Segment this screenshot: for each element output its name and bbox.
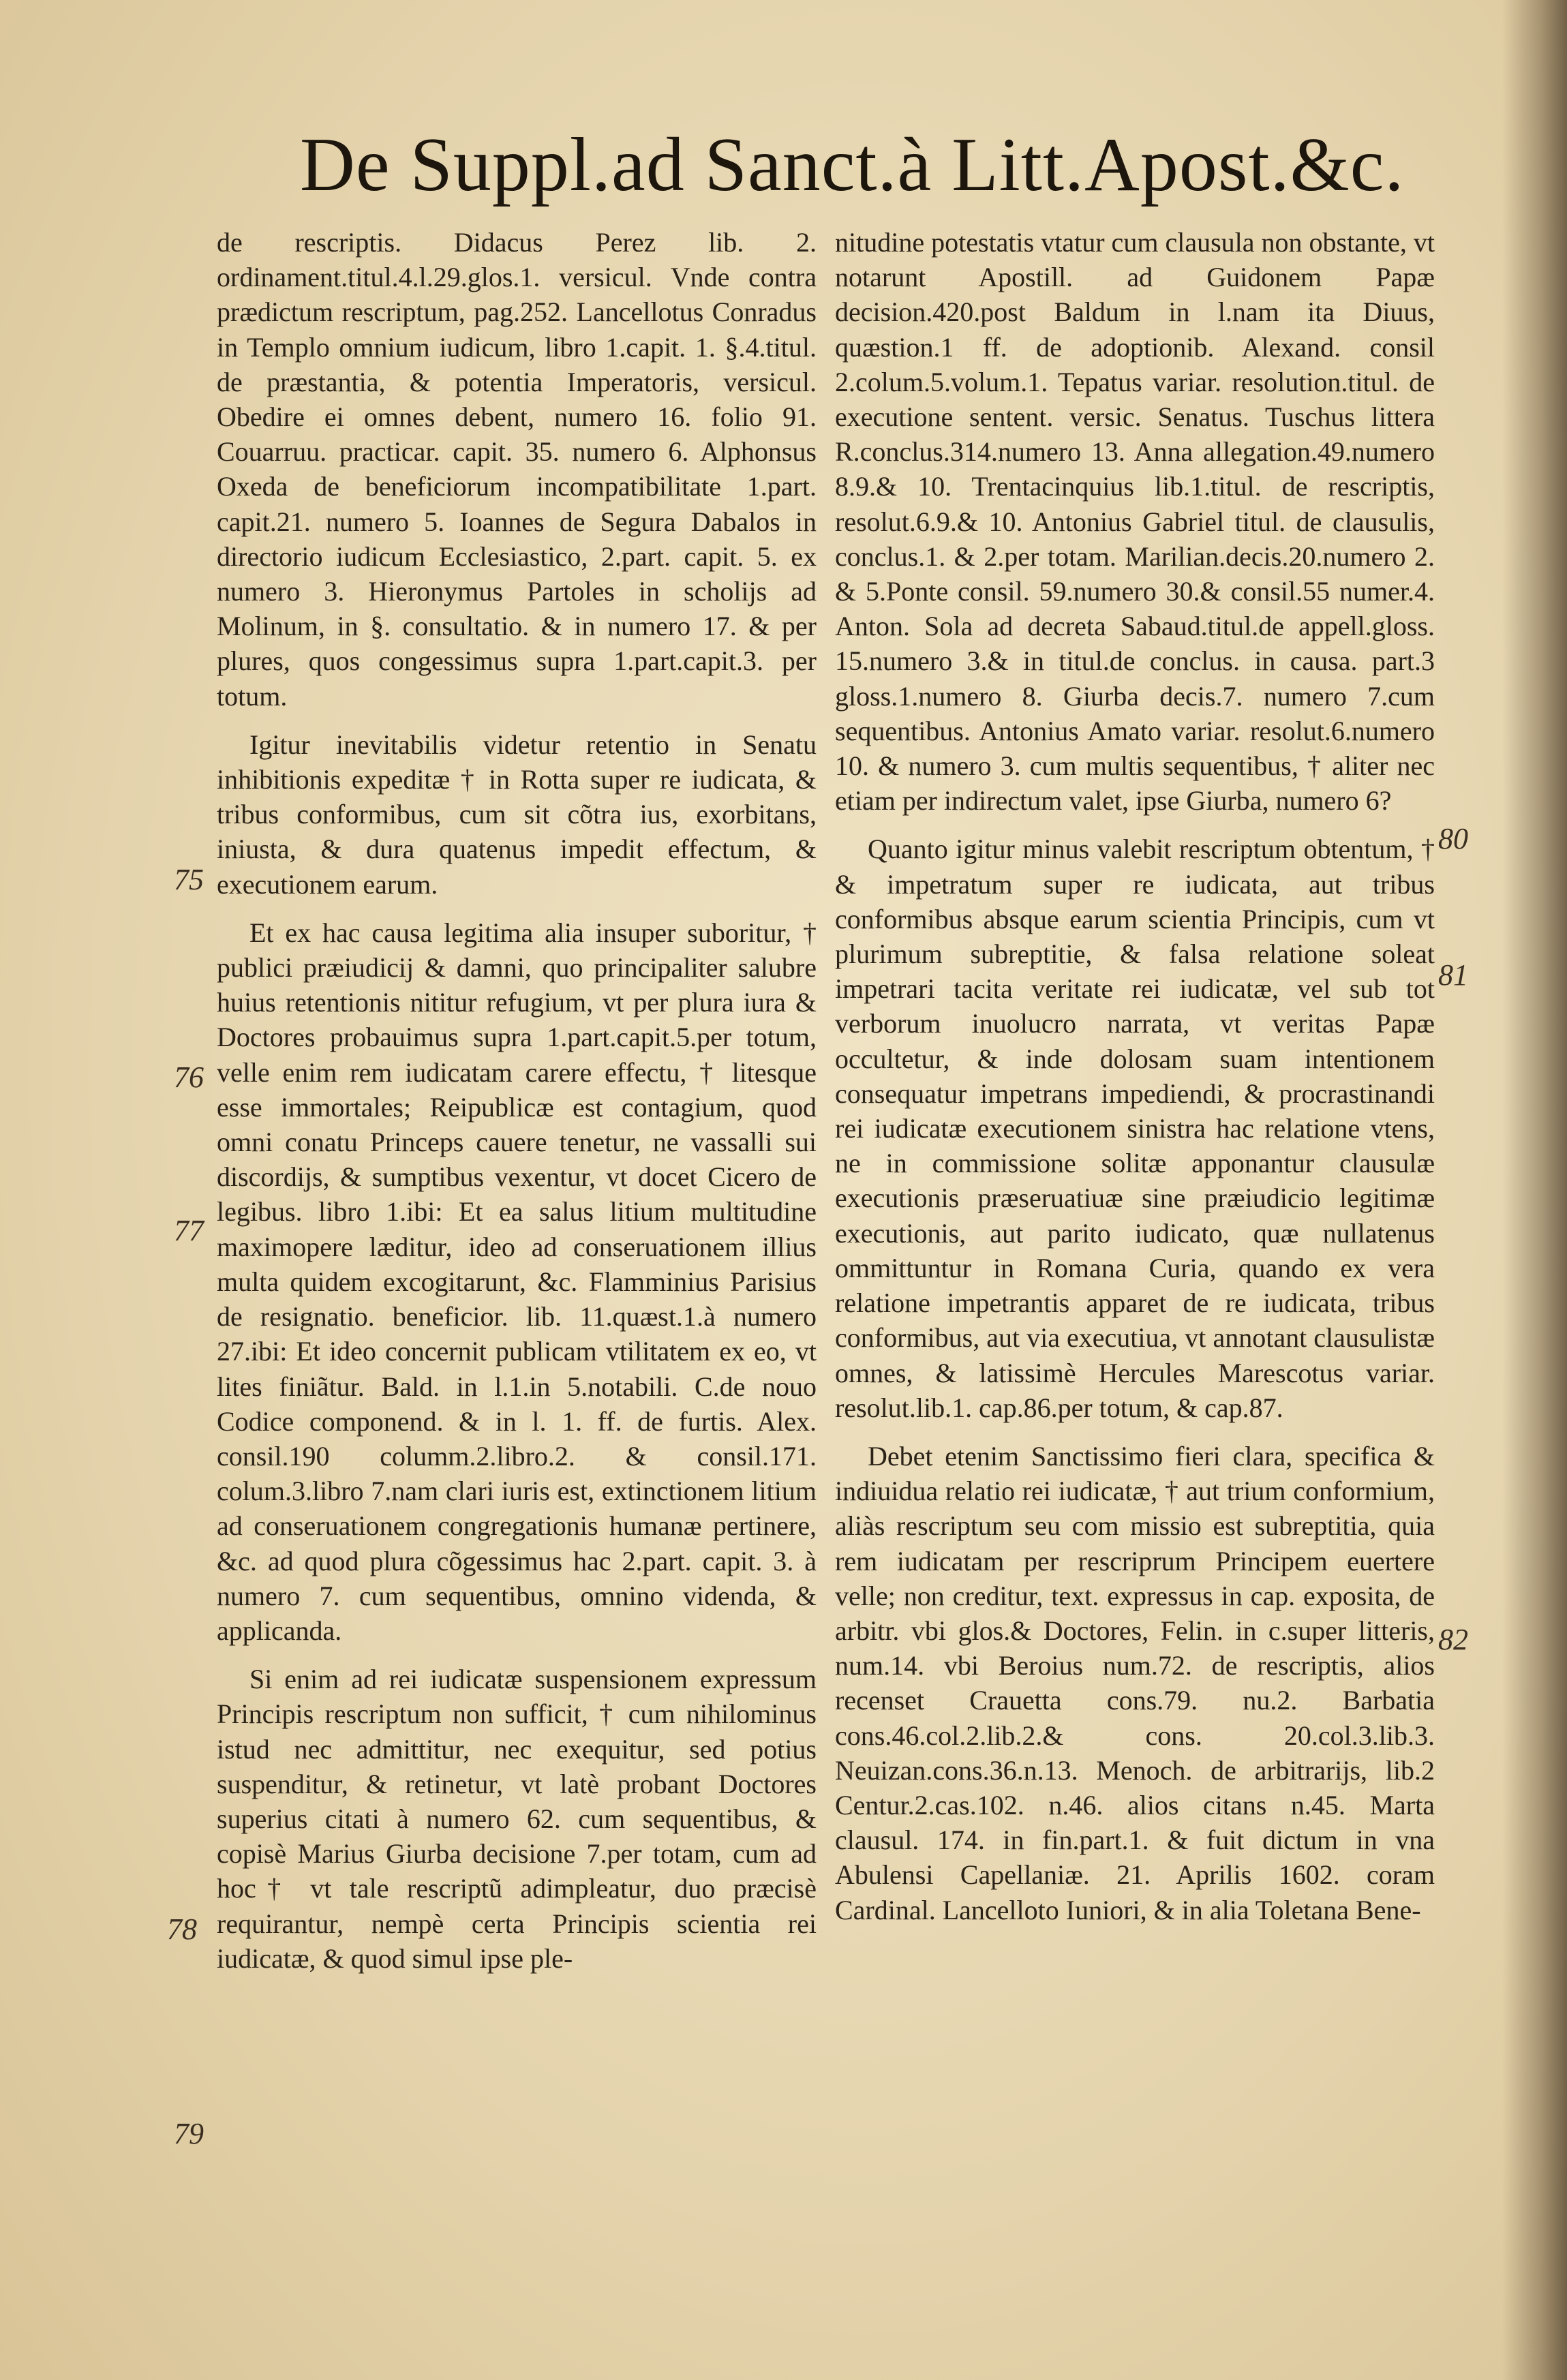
paragraph: de rescriptis. Didacus Perez lib. 2. ordinament.titul.4.l.29.glos.1. versicul. Vnde contra prædictum rescriptum, pag.252. Lancellotus Conradus in Templo omnium iudicum, libro 1.capit. 1. §.4.titul. de præstantia, & potentia Imperatoris, versicul. Obedire ei omnes debent, numero 16. folio 91. Couarruu. practicar. capit. 35. numero 6. Alphonsus Oxeda de beneficiorum incompatibilitate 1.part. capit.21. numero 5. Ioannes de Segura Dabalos in directorio iudicum Ecclesiastico, 2.part. capit. 5. ex numero 3. Hieronymus Partoles in scholijs ad Molinum, in §. consultatio. & in numero 17. & per plures, quos congessimus supra 1.part.capit.3. per totum. <box>217 227 817 712</box>
margin-number: 79 <box>174 2117 204 2150</box>
margin-number: 82 <box>1438 1623 1468 1656</box>
margin-number: 81 <box>1438 958 1468 992</box>
paragraph: nitudine potestatis vtatur cum clausula non obstante, vt notarunt Apostill. ad Guidonem Papæ decision.420.post Baldum in l.nam ita Diuus, quæstion.1 ff. de adoptionib. Alexand. consil 2.colum.5.volum.1. Tepatus variar. resolution.titul. de executione sentent. versic. Senatus. Tuschus littera R.conclus.314.numero 13. Anna allegation.49.numero 8.9.& 10. Trentacinquius lib.1.titul. de rescriptis, resolut.6.9.& 10. Antonius Gabriel titul. de clausulis, conclus.1. & 2.per totam. Marilian.decis.20.numero 2. & 5.Ponte consil. 59.numero 30.& consil.55 numer.4. Anton. Sola ad decreta Sabaud.titul.de appell.gloss. 15.numero 3.& in titul.de conclus. in causa. part.3 gloss.1.numero 8. Giurba decis.7. numero 7.cum sequentibus. Antonius Amato variar. resolut.6.numero 10. & numero 3. cum multis sequentibus, † aliter nec etiam per indirectum valet, ipse Giurba, numero 6? <box>835 227 1435 817</box>
paragraph: Igitur inevitabilis videtur retentio in Senatu inhibitionis expeditæ † in Rotta super re iudicata, & tribus conformibus, cum sit cõtra ius, exorbitans, iniusta, & dura quatenus impedit effectum, & executionem earum. <box>217 729 817 900</box>
running-head: De Suppl.ad Sanct.à Litt.Apost.&c. <box>300 123 1405 207</box>
right-column <box>835 225 1435 1941</box>
left-column <box>217 225 817 1989</box>
margin-number: 76 <box>174 1061 204 1094</box>
paragraph: Quanto igitur minus valebit rescriptum obtentum, † & impetratum super re iudicata, aut tribus conformibus absque earum scientia Principis, cum vt plurimum subreptitie, & falsa relatione soleat impetrari tacita veritate rei iudicatæ, vel sub tot verborum inuolucro narrata, vt veritas Papæ occultetur, & inde dolosam suam intentionem consequatur impetrans impediendi, & procrastinandi rei iudicatæ executionem sinistra hac relatione vtens, ne in commissione solitæ apponantur clausulæ executionis præseruatiuæ sine præiudicio legitimæ executionis, aut parito iudicato, quæ nullatenus ommittuntur in Romana Curia, quando ex vera relatione impetrantis apparet de re iudicata, tribus conformibus, aut via executiua, vt annotant clausulistæ omnes, & latissimè Hercules Marescotus variar. resolut.lib.1. cap.86.per totum, & cap.87. <box>835 834 1435 1423</box>
paragraph: Debet etenim Sanctissimo fieri clara, specifica & indiuidua relatio rei iudicatæ, † aut trium conformium, aliàs rescriptum seu com missio est subreptitia, quia rem iudicatam per rescriprum Principem euertere velle; non creditur, text. expressus in cap. exposita, de arbitr. vbi glos.& Doctores, Felin. in c.super litteris, num.14. vbi Beroius num.72. de rescriptis, alios recenset Crauetta cons.79. nu.2. Barbatia cons.46.col.2.lib.2.& cons. 20.col.3.lib.3. Neuizan.cons.36.n.13. Menoch. de arbitrarijs, lib.2 Centur.2.cas.102. n.46. alios citans n.45. Marta clausul. 174. in fin.part.1. & fuit dictum in vna Abulensi Capellaniæ. 21. Aprilis 1602. coram Cardinal. Lancelloto Iuniori, & in alia Toletana Bene- <box>835 1440 1435 1925</box>
margin-number: 75 <box>174 863 204 896</box>
paragraph: Et ex hac causa legitima alia insuper suboritur, † publici præiudicij & damni, quo principaliter salubre huius retentionis nititur refugium, vt per plura iura & Doctores probauimus supra 1.part.capit.5.per totum, velle enim rem iudicatam carere effectu, † litesque esse immortales; Reipublicæ est contagium, quod omni conatu Princeps cauere tenetur, ne vassalli sui discordijs, & sumptibus vexentur, vt docet Cicero de legibus. libro 1.ibi: Et ea salus litium multitudine maximopere læditur, ideo ad conseruationem illius multa quidem excogitarunt, &c. Flamminius Parisius de resignatio. beneficior. lib. 11.quæst.1.à numero 27.ibi: Et ideo concernit publicam vtilitatem ex eo, vt lites finiãtur. Bald. in l.1.in 5.notabili. C.de nouo Codice componend. & in l. 1. ff. de furtis. Alex. consil.190 columm.2.libro.2. & consil.171. colum.3.libro 7.nam clari iuris est, extinctionem litium ad conseruationem congregationis humanæ pertinere, &c. ad quod plura cõgessimus hac 2.part. capit. 3. à numero 7. cum sequentibus, omnino videnda, & applicanda. <box>217 917 817 1646</box>
binding-shadow <box>1502 0 1567 2380</box>
margin-number: 77 <box>174 1214 204 1247</box>
paragraph: Si enim ad rei iudicatæ suspensionem expressum Principis rescriptum non sufficit, † cum nihilominus istud nec admittitur, nec exequitur, sed potius suspenditur, & retinetur, vt latè probant Doctores superius citati à numero 62. cum sequentibus, & copisè Marius Giurba decisione 7.per totam, cum ad hoc† vt tale rescriptũ adimpleatur, duo præcisè requirantur, nempè certa Principis scientia rei iudicatæ, & quod simul ipse ple- <box>217 1664 817 1974</box>
margin-number: 80 <box>1438 822 1468 855</box>
margin-number: 78 <box>167 1912 197 1946</box>
